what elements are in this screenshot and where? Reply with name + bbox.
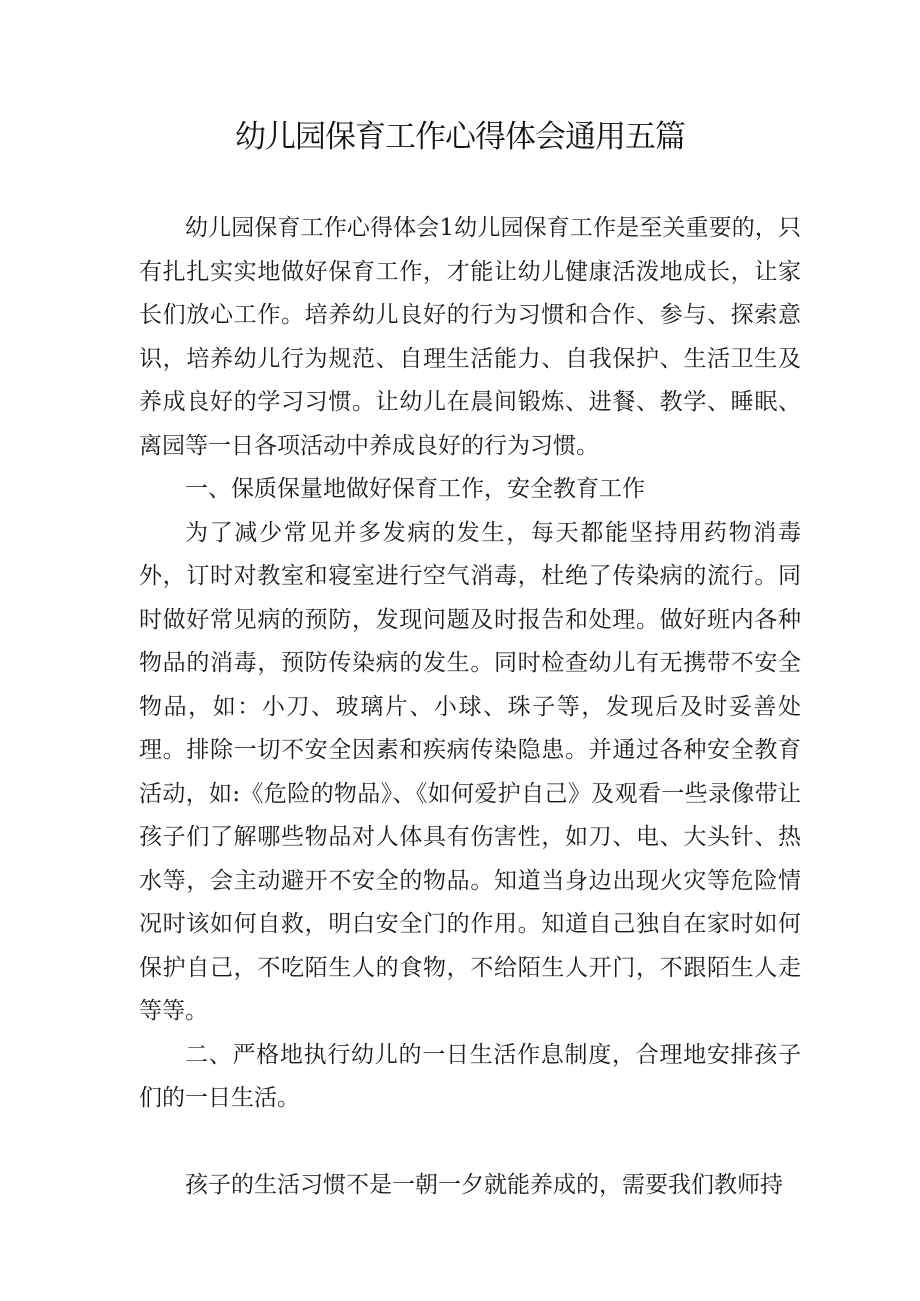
heading-section-two: 二、严格地执行幼儿的一日生活作息制度，合理地安排孩子们的一日生活。 bbox=[139, 1041, 801, 1111]
paragraph-habits: 孩子的生活习惯不是一朝一夕就能养成的，需要我们教师持 bbox=[185, 1171, 783, 1198]
paragraph-intro: 幼儿园保育工作心得体会1幼儿园保育工作是至关重要的，只有扎扎实实地做好保育工作，才能让幼儿健康活泼地成长，让家长们放心工作。培养幼儿良好的行为习惯和合作、参与、探索意识，培养幼儿行为规范、自理生活能力、自我保护、生活卫生及养成良好的学习习惯。让幼儿在晨间锻炼、进餐、教学、睡眠、离园等一日各项活动中养成良好的行为习惯。 bbox=[139, 215, 801, 459]
heading-section-one: 一、保质保量地做好保育工作，安全教育工作 bbox=[185, 476, 645, 502]
paragraph-safety: 为了减少常见并多发病的发生，每天都能坚持用药物消毒外，订时对教室和寝室进行空气消毒，杜绝了传染病的流行。同时做好常见病的预防，发现问题及时报告和处理。做好班内各种物品的消毒，预防传染病的发生。同时检查幼儿有无携带不安全物品，如：小刀、玻璃片、小球、珠子等，发现后及时妥善处理。排除一切不安全因素和疾病传染隐患。并通过各种安全教育活动，如:《危险的物品》、《如何爱护自己》及观看一些录像带让孩子们了解哪些物品对人体具有伤害性，如刀、电、大头针、热水等，会主动避开不安全的物品。知道当身边出现火灾等危险情况时该如何自救，明白安全门的作用。知道自己独自在家时如何保护自己，不吃陌生人的食物，不给陌生人开门，不跟陌生人走等等。 bbox=[139, 519, 801, 1024]
document-body bbox=[139, 207, 801, 1207]
document-title: 幼儿园保育工作心得体会通用五篇 bbox=[235, 119, 685, 155]
